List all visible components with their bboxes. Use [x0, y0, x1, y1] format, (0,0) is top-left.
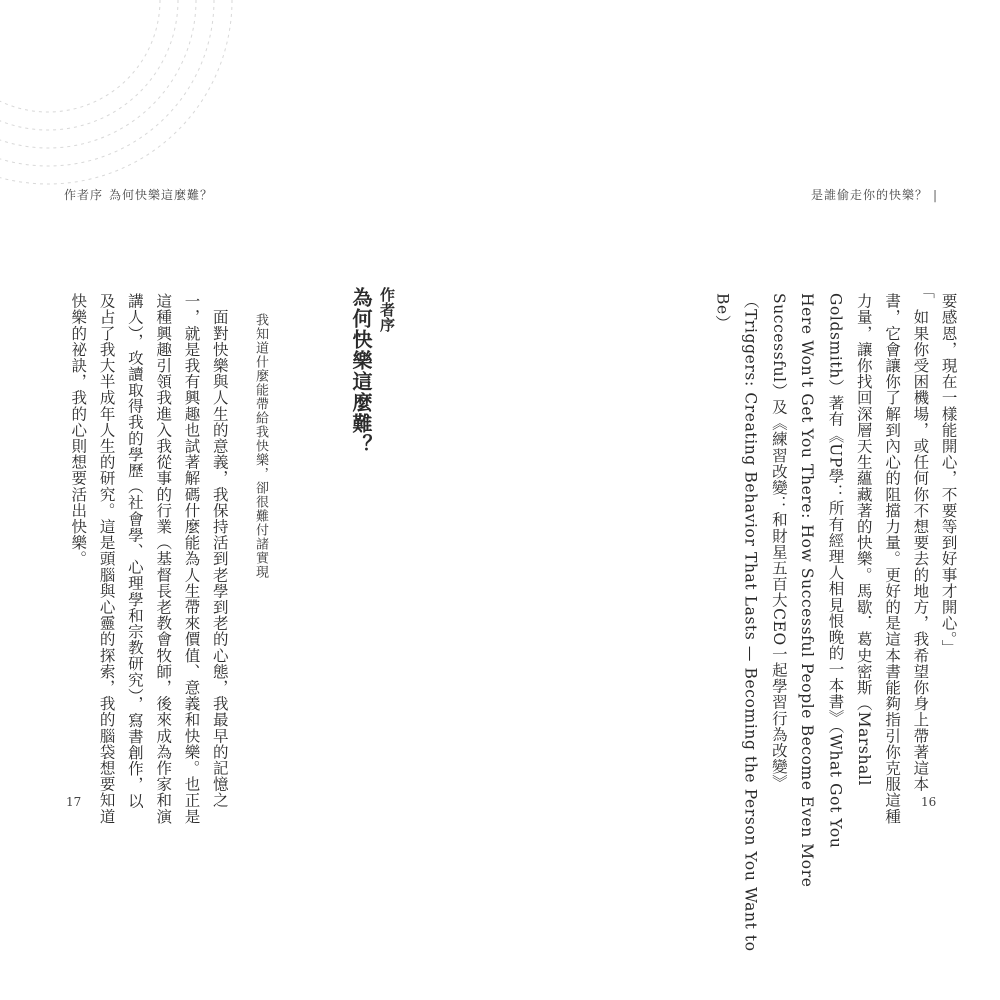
right-running-header	[811, 187, 938, 203]
right-body-text: 要感恩，現在一樣能開心，不要等到好事才開心。」 如果你受困機場，或任何你不想要去的地方，我希望你身上帶著這本 書，它會讓你了解到內心的阻擋力量。更好的是這本書能夠指引你克服這種 力量，讓你找回深層天生蘊藏著的快樂。馬歇．葛史密斯（Marshall Goldsmith）著有《UP學：所有經理人相見恨晚的一本書》（What Got You Here Won't Get You There: How Successful People Become Even More Successful）及《練習改變：和財星五百大CEO一起學習行為改變》 （Triggers: Creating Behavior That Lasts — Becoming the Person You Want to Be）	[713, 293, 958, 952]
chapter-epigraph: 我知道什麼能帶給我快樂，卻很難付諸實現	[253, 313, 268, 579]
left-header-title: 為何快樂這麼難？	[109, 188, 214, 202]
opening-quote-mark: 「	[917, 283, 935, 299]
right-header-title: 是誰偷走你的快樂？	[810, 188, 928, 202]
decorative-arc-lines	[0, 0, 260, 260]
chapter-title: 為何快樂這麼難？	[349, 287, 373, 455]
chapter-kicker: 作者序	[378, 287, 396, 332]
left-page-number: 17	[66, 795, 82, 809]
left-running-header	[64, 187, 213, 203]
left-header-chapter: 作者序	[64, 188, 104, 202]
right-page-number: 16	[921, 795, 937, 809]
header-divider-bar: |	[932, 188, 938, 202]
left-body-text: 面對快樂與人生的意義，我保持活到老學到老的心態，我最早的記憶之 一，就是我有興趣也試著解碼什麼能為人生帶來價值、意義和快樂。也正是 這種興趣引領我進入我從事的行業（基督長老教會牧師，後來成為作家和演 講人），攻讀取得我的學歷（社會學、心理學和宗教研究），寫書創作，以 及占了我大半成年人生的研究。這是頭腦與心靈的探索，我的腦袋想要知道 快樂的祕訣，我的心則想要活出快樂。	[69, 293, 229, 825]
